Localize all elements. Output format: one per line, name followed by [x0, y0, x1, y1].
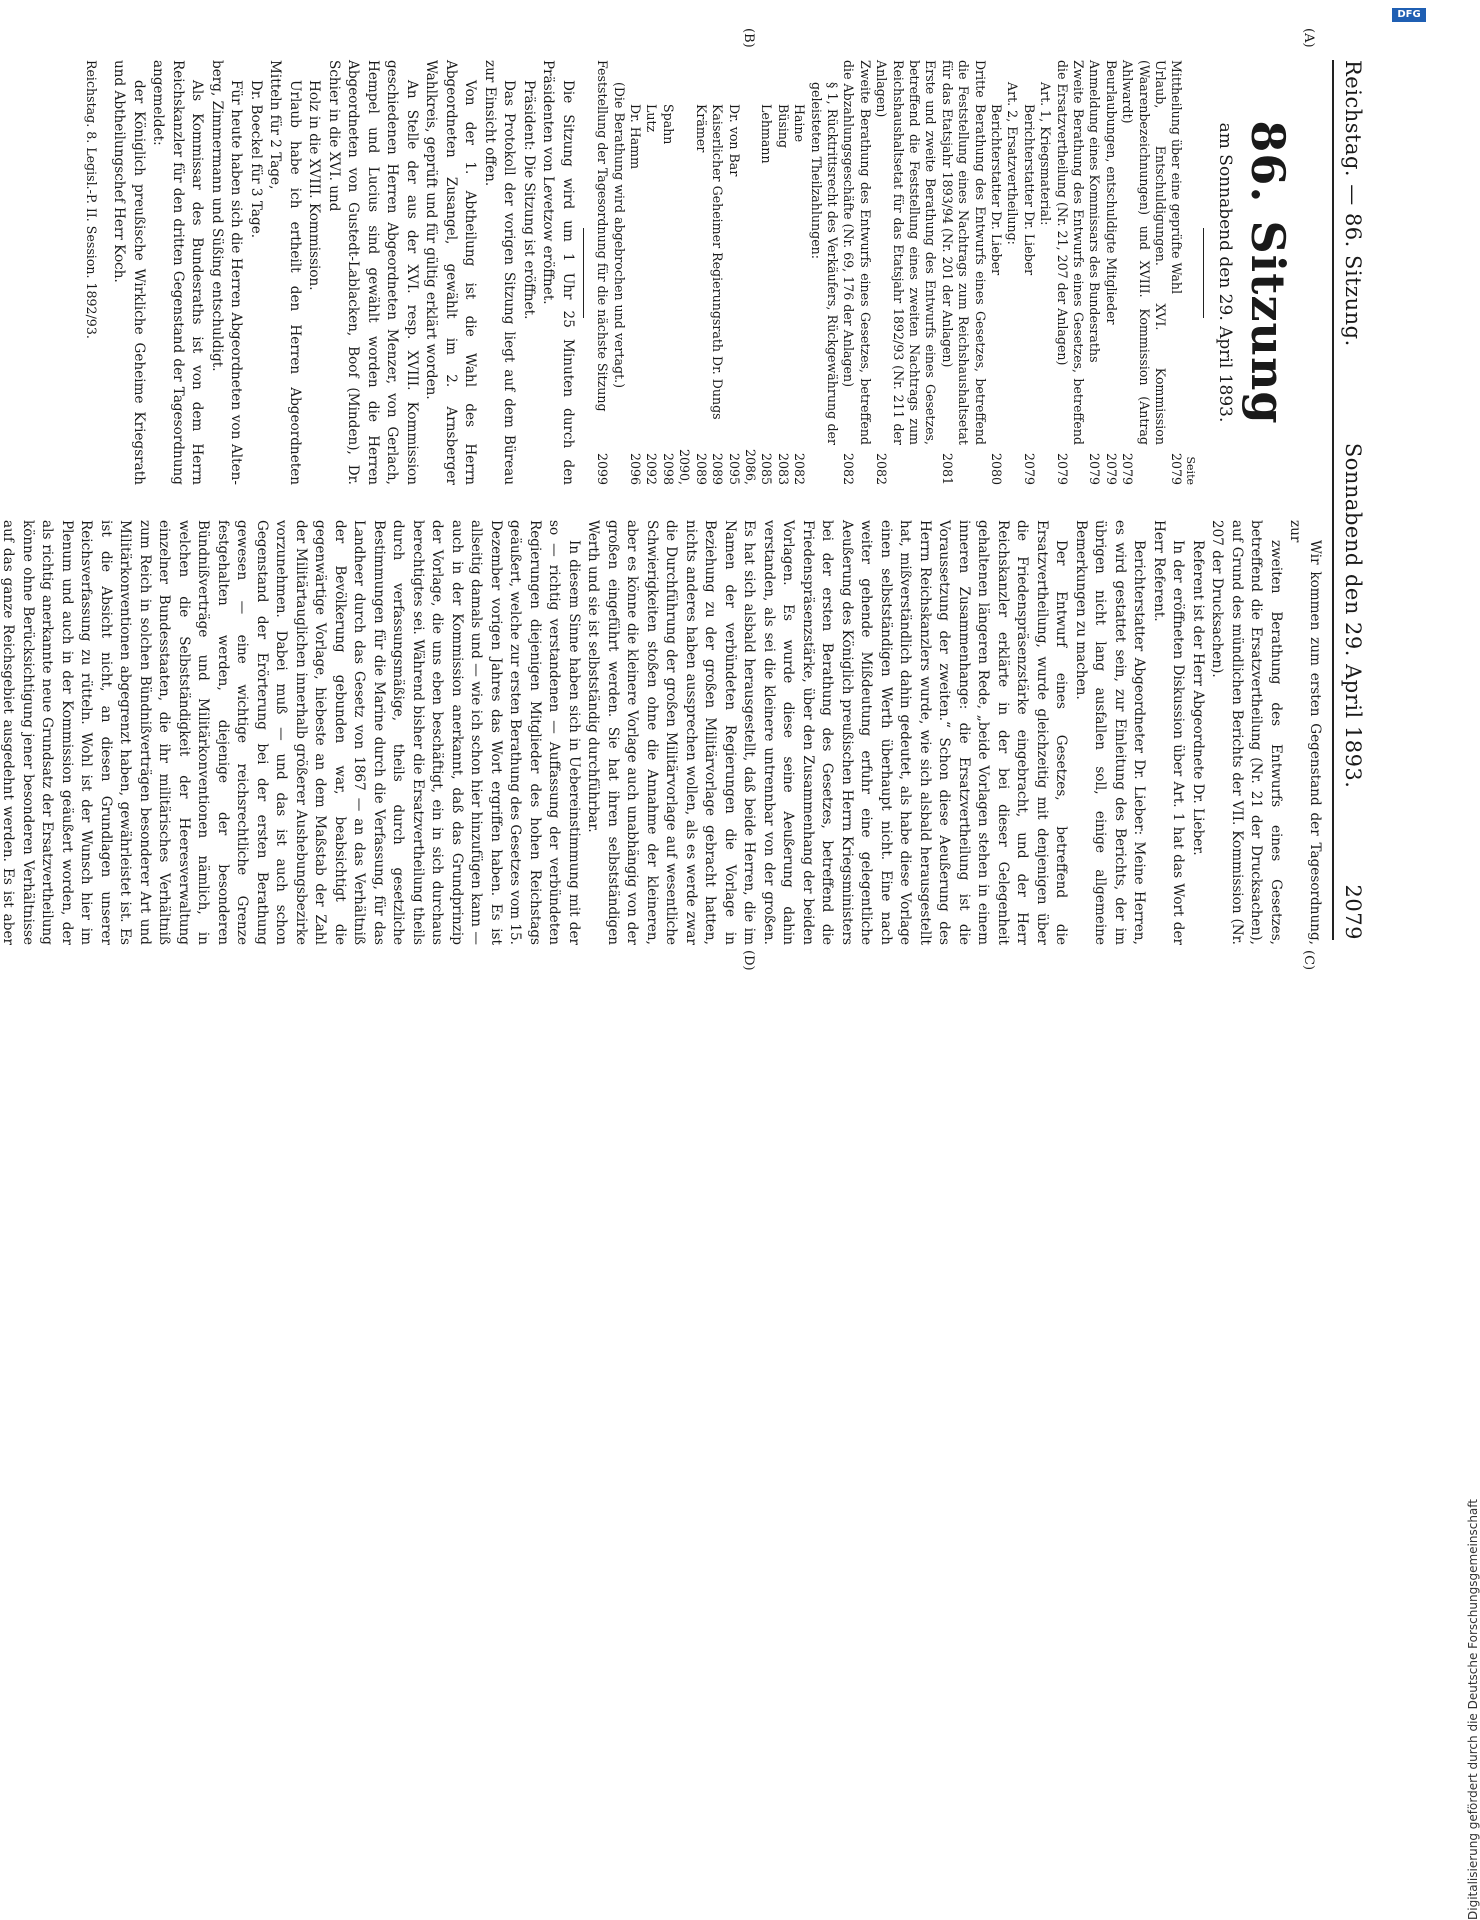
toc-entry-text: Spahn [660, 104, 676, 145]
toc-entry [840, 60, 873, 485]
paragraph: Referent ist der Herr Abgeordnete Dr. Lieber. [1190, 540, 1206, 856]
session-date: am Sonnabend den 29. April 1893. [1215, 122, 1235, 423]
paragraph: Das Protokoll der vorigen Sitzung liegt auf dem Büreau zur Einsicht offen. [481, 60, 518, 485]
toc-entry-text: Lutz [644, 104, 660, 133]
toc-entry-text: Mittheilung über eine geprüfte Wahl [1169, 60, 1185, 295]
toc-entry-text: Art. 2, Ersatzvertheilung: [1005, 82, 1021, 245]
toc-entry-text: Dritte Berathung des Entwurfs eines Gesetzes, betreffend die Feststellung eines Nachtrags zum Reichshaushaltsetat für das Etatsjahr 1893/94 (Nr. 201 der Anlagen) [939, 60, 988, 445]
toc-entry-text: Urlaub, Entschuldigungen. XVI. Kommission (Waarenbezeichnungen) und XVIII. Kommission (Antrag Ahlwardt) [1120, 60, 1169, 445]
dfg-badge: DFG [1392, 8, 1426, 22]
title-rule [1204, 228, 1205, 318]
footer-line [81, 60, 101, 485]
toc-entry-text: Kaiserlicher Geheimer Regierungsrath Dr. Dungs [710, 104, 726, 420]
document-page [0, 20, 1396, 980]
toc-entry-page: 2092 [644, 452, 660, 485]
toc-entry-page: 2085 [759, 452, 775, 485]
running-head-page: 2079 [1341, 884, 1365, 940]
toc-entry-page: 2089 [693, 452, 709, 485]
paragraph: der Königlich preußische Wirkliche Geheime Kriegsrath und Abtheilungschef Herr Koch. [111, 60, 147, 485]
toc-entry [692, 60, 708, 485]
running-head [1338, 60, 1368, 940]
paragraph: Von der 1. Abtheilung ist die Wahl des Herrn Abgeordneten Zusangel, gewählt im 2. Arnsberger Wahlkreis, geprüft und für gültig erklärt worden. [423, 60, 479, 485]
session-title: 86. Sitzung [1241, 120, 1295, 425]
toc-entry-page: 2079 [1169, 452, 1185, 485]
toc-entry-text: Büsing [775, 104, 791, 149]
paragraph: Für heute haben sich die Herren Abgeordneten von Alten-berg, Zimmermann und Süßing entschuldigt. [208, 60, 245, 485]
toc-entry-text: Zweite Berathung des Entwurfs eines Gesetzes, betreffend die Ersatzvertheilung (Nr. 21, 207 der Anlagen) [1054, 60, 1087, 445]
seite-label: Seite [1184, 456, 1198, 485]
toc-entry [938, 60, 987, 485]
toc-entry [627, 60, 643, 485]
digitization-note: Digitalisierung gefördert durch die Deutsche Forschungsgemeinschaft [1466, 1498, 1480, 1920]
toc-entry-text: (Die Berathung wird abgebrochen und vertagt.) [611, 82, 627, 389]
toc-entry-page: 2079 [1021, 452, 1037, 485]
toc-entry [660, 60, 693, 485]
paragraph: In diesem Sinne haben sich in Uebereinstimmung mit der so — richtig verstandenen — Auffassung der verbündeten Regierungen diejenigen Mitglieder des hohen Reichstags geäußert, welche zur ersten Berathung des Gesetzes vom 15. Dezember vorigen Jahres das Wort ergriffen haben. Es ist allseitig damals und — wie ich schon hier hinzufügen kann — auch in der Kommission anerkannt, daß das Grundprinzip der Vorlage, die uns eben beschäftigt, ein in sich durchaus berechtigtes sei. Während bisher die Ersatzvertheilung theils durch verfassungsmäßige, theils durch gesetzliche Bestimmungen für die Marine durch die Verfassung, für das Landheer durch das Gesetz von 1867 — an das Verhältniß der Bevölkerung gebunden war, beabsichtigt die gegenwärtige Vorlage, hiebeste an dem Maßstab der Zahl der Militärtauglichen innerhalb größerer Aushebungsbezirke vorzunehmen. Dabei muß — und das ist auch schon Gegenstand der Erörterung bei der ersten Berathung gewesen — eine wichtige reichsrechtliche Grenze festgehalten werden, diejenige der besonderen Bündnißverträge und Militärkonventionen nämlich, in welchen die Selbstständigkeit der Heeresverwaltung einzelner Bundesstaaten, die ihr militärisches Verhältniß zum Reich in solchen Bündnißverträgen besonderer Art und Militärkonventionen abgegrenzt haben, gewährleistet ist. Es ist die Absicht nicht, an diesen Grundlagen unserer Reichsverfassung zu rütteln. Wohl ist der Wunsch hier im Plenum und auch in der Kommission geäußert worden, der als richtig anerkannte neue Grundsatz der Ersatzvertheilung könne ohne Berücksichtigung jener besonderen Verhältnisse auf das ganze Reichsgebiet ausgedehnt werden. Es ist aber [0, 520, 582, 945]
toc-entry-page: 2079 [1054, 452, 1070, 485]
right-column [0, 520, 1324, 945]
toc-entry-page: 2082 [792, 452, 808, 485]
toc-entry-text: Dr. von Bar [726, 104, 742, 177]
toc-entry-page: 2081 [939, 452, 955, 485]
toc-entry-page: 2086, 2095 [726, 448, 758, 485]
toc-rule [583, 228, 584, 318]
table-of-contents [594, 60, 1185, 485]
toc-entry [594, 60, 610, 485]
toc-entry-page: 2083 [775, 452, 791, 485]
toc-entry-text: Zweite Berathung des Entwurfs eines Gesetzes, betreffend die Abzahlungsgeschäfte (Nr. 69, 176 der Anlagen) [841, 60, 873, 445]
margin-marker-a: (A) [1301, 28, 1316, 48]
toc-entry-text: Haine [792, 104, 808, 143]
footer-text: Reichstag. 8. Legisl.-P. II. Session. 1892/93. [83, 60, 99, 339]
toc-entry [988, 60, 1004, 485]
margin-marker-d: (D) [741, 950, 756, 971]
paragraph: Präsident: Die Sitzung ist eröffnet. [520, 80, 537, 320]
paragraph: Berichterstatter Abgeordneter Dr. Lieber: Meine Herren, es wird gestattet sein, zur Einleitung des Berichts, der im übrigen nicht lang ausfallen soll, einige allgemeine Bemerkungen zu machen. [1073, 520, 1148, 945]
toc-entry-page: 2079 [1087, 452, 1103, 485]
toc-entry-text: Erste und zweite Berathung des Entwurfs eines Gesetzes, betreffend die Feststellung eines zweiten Nachtrags zum Reichshaushaltsetat für das Etatsjahr 1892/93 (Nr. 211 der Anlagen) [874, 60, 939, 445]
paragraph: zweiten Berathung des Entwurfs eines Gesetzes, betreffend die Ersatzvertheilung (Nr. 21 der Drucksachen), auf Grund des mündlichen Berichts der VII. Kommission (Nr. 207 der Drucksachen). [1209, 520, 1284, 945]
left-body [109, 60, 577, 485]
paragraph: Dr. Boeckel für 3 Tage. [247, 80, 264, 239]
toc-entry-page: 2080 [989, 452, 1005, 485]
paragraph: Urlaub habe ich ertheilt den Herren Abgeordneten Mitteln für 2 Tage, [267, 60, 303, 485]
paragraph: In der eröffneten Diskussion über Art. 1 hat das Wort der Herr Referent. [1151, 520, 1187, 945]
toc-entry [774, 60, 790, 485]
paragraph: Holz in die XVIII. Kommission. [306, 80, 323, 291]
running-head-center: Sonnabend den 29. April 1893. [1341, 442, 1365, 789]
toc-entry [709, 60, 725, 485]
margin-marker-b: (B) [741, 28, 756, 48]
toc-entry [610, 60, 626, 485]
toc-entry-text: Lehmann [759, 104, 775, 164]
toc-entry [1102, 60, 1118, 485]
running-head-left: Reichstag. — 86. Sitzung. [1341, 60, 1365, 347]
toc-entry-page: 2082 [874, 452, 890, 485]
toc-entry [807, 60, 840, 485]
toc-entry-page: 2096 [628, 452, 644, 485]
toc-entry-page: 2082 [841, 452, 857, 485]
toc-entry-text: Anmeldung eines Kommissars des Bundesraths [1087, 60, 1103, 363]
toc-entry-text: Beurlaubungen, entschuldigte Mitglieder [1103, 60, 1119, 325]
toc-entry-text: Feststellung der Tagesordnung für die nächste Sitzung [595, 60, 611, 412]
toc-entry [873, 60, 939, 485]
toc-entry-page: 2099 [595, 452, 611, 485]
toc-entry [1086, 60, 1102, 485]
toc-entry-text: Krämer [693, 104, 709, 153]
right-body [0, 520, 1324, 945]
toc-entry-page: 2089 [710, 452, 726, 485]
left-column [81, 60, 1324, 485]
toc-entry [1020, 60, 1036, 485]
toc-entry [643, 60, 659, 485]
paragraph: Die Sitzung wird um 1 Uhr 25 Minuten durch den Präsidenten von Levetzow eröffnet. [540, 60, 576, 485]
toc-entry-page: 2079 [1120, 452, 1136, 485]
toc-entry [791, 60, 807, 485]
toc-entry-text: § 1, Rücktrittsrecht des Verkäufers, Rückgewährung der geleisteten Theilzahlungen: [808, 82, 840, 445]
toc-entry [1168, 60, 1184, 485]
toc-entry-text: Art. 1, Kriegsmaterial: [1038, 82, 1054, 226]
toc-entry-text: Berichterstatter Dr. Lieber [1021, 104, 1037, 276]
toc-entry [1119, 60, 1168, 485]
margin-marker-c: (C) [1301, 950, 1316, 971]
toc-entry [1004, 60, 1020, 485]
toc-entry-text: Dr. Hamm [628, 104, 644, 170]
header-rule [1332, 60, 1334, 940]
toc-entry-text: Berichterstatter Dr. Lieber [989, 104, 1005, 276]
toc-entry [758, 60, 774, 485]
paragraph: Der Entwurf eines Gesetzes, betreffend die Ersatzvertheilung, wurde gleichzeitig mit denjenigen über die Friedenspräsenzstärke eingebracht, und der Herr Reichskanzler erklärte in der bei dieser Gelegenheit gehaltenen längeren Rede, „beide Vorlagen stehen in einem inneren Zusammenhange: die Ersatzvertheilung ist die Voraussetzung der zweiten.“ Schon diese Aeußerung des Herrn Reichskanzlers wurde, wie sich alsbald herausgestellt hat, mißverständlich dahin gedeutet, als habe diese Vorlage einen selbstständigen Werth überhaupt nicht. Eine nach weiter gehende Mißdeutung erfuhr eine gelegentliche Aeußerung des Königlich preußischen Herrn Kriegsministers bei der ersten Berathung des Gesetzes, betreffend die Friedenspräsenzstärke, über den Zusammenhang der beiden Vorlagen. Es wurde diese seine Aeußerung dahin verstanden, als sei die kleinere untrennbar von der großen. Es hat sich alsbald herausgestellt, daß beide Herren, die im Namen der verbündeten Regierungen die Vorlage in Beziehung zu der großen Militärvorlage gebracht hatten, nichts anderes haben aussprechen wollen, als es werde zwar die Durchführung der großen Militärvorlage auf wesentliche Schwierigkeiten stoßen ohne die Annahme der kleineren, aber es könne die kleinere Vorlage auch unabhängig von der großen eingeführt werden. Sie hat ihren selbstständigen Werth und sie ist selbstständig durchführbar. [585, 520, 1070, 945]
toc-entry [725, 60, 758, 485]
toc-entry [1053, 60, 1086, 485]
toc-entry-page: 2079 [1103, 452, 1119, 485]
toc-entry [1037, 60, 1053, 485]
paragraph: An Stelle der aus der XVI. resp. XVIII. Kommission geschiedenen Herren Abgeordneten Menzer, von Gerlach, Hempel und Lucius sind gewählt worden die Herren Abgeordneten von Gustedt-Lablacken, Boof (Minden), Dr. Schier in die XVI. und [325, 60, 420, 485]
paragraph: Wir kommen zum ersten Gegenstand der Tagesordnung, zur [1287, 520, 1323, 945]
toc-entry-page: 2090, 2098 [660, 448, 693, 485]
paragraph: Als Kommissar des Bundesraths ist von dem Herrn Reichskanzler für den dritten Gegenstand der Tagesordnung angemeldet: [150, 60, 206, 485]
